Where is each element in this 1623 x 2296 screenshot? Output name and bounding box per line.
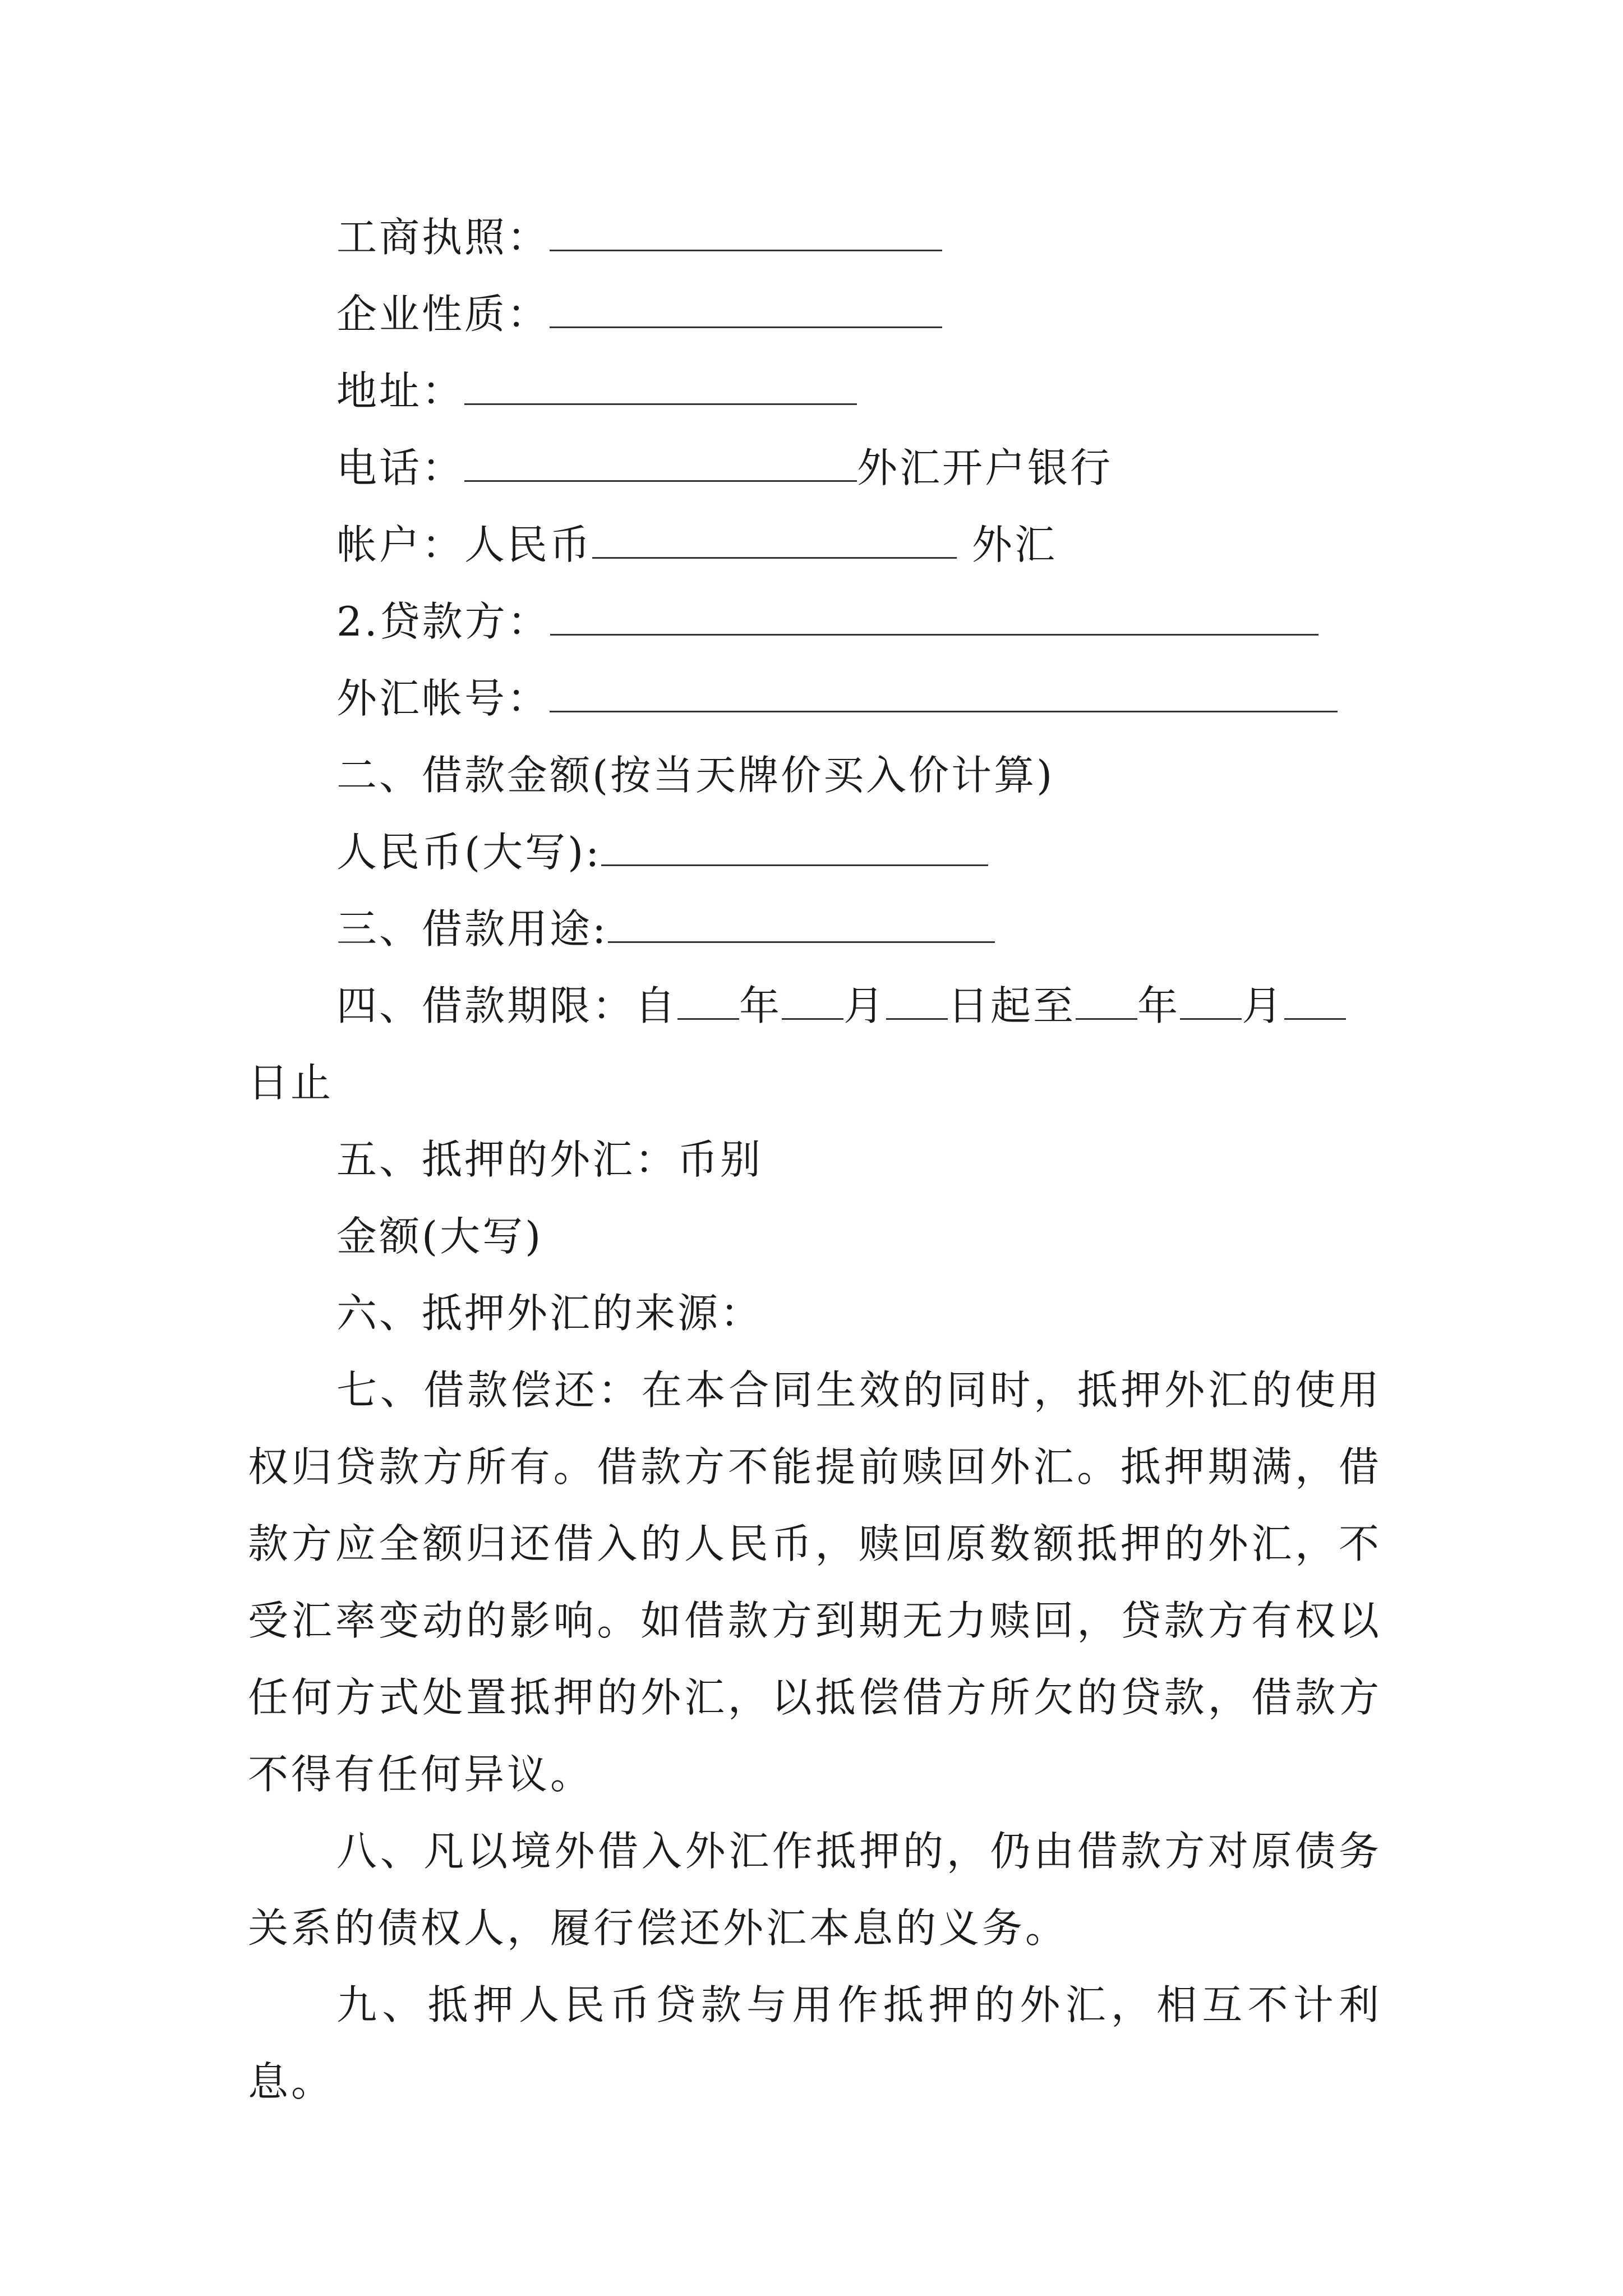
address-label: 地址： bbox=[336, 367, 465, 415]
forex-account-blank bbox=[550, 676, 1338, 712]
business-license-label: 工商执照： bbox=[336, 214, 550, 261]
term-day2-blank bbox=[1284, 983, 1346, 1020]
rmb-upper-blank bbox=[601, 830, 988, 866]
account-forex-label: 外汇 bbox=[957, 521, 1057, 568]
lender-label: 2.贷款方： bbox=[336, 598, 550, 645]
business-license-blank bbox=[550, 215, 942, 251]
term-day-from: 日起至 bbox=[948, 982, 1076, 1029]
address-blank bbox=[464, 369, 857, 405]
lender-line bbox=[248, 583, 1382, 660]
term-month1-blank bbox=[782, 983, 843, 1020]
loan-amount-title: 二、借款金额(按当天牌价买入价计算) bbox=[336, 752, 1055, 799]
enterprise-nature-line bbox=[248, 276, 1382, 353]
term-prefix: 四、借款期限：自 bbox=[336, 982, 678, 1029]
term-day1-blank bbox=[886, 983, 948, 1020]
term-month2-blank bbox=[1180, 983, 1242, 1020]
loan-use-label: 三、借款用途: bbox=[336, 905, 608, 953]
enterprise-nature-blank bbox=[550, 292, 942, 328]
term-year1-blank bbox=[677, 983, 739, 1020]
loan-use-blank bbox=[608, 907, 995, 943]
forex-account-line bbox=[248, 660, 1382, 737]
term-end: 日止 bbox=[248, 1059, 334, 1106]
account-label: 帐户：人民币 bbox=[336, 521, 593, 568]
term-year2: 年 bbox=[1137, 982, 1181, 1029]
forex-bank-label: 外汇开户银行 bbox=[857, 444, 1113, 491]
amount-upper-line: 金额(大写) bbox=[336, 1213, 543, 1260]
term-year1: 年 bbox=[739, 982, 782, 1029]
loan-use-line bbox=[248, 891, 1382, 968]
lender-blank bbox=[550, 599, 1318, 636]
rmb-upper-label: 人民币(大写): bbox=[336, 829, 602, 876]
term-year2-blank bbox=[1076, 983, 1137, 1020]
clause-9-paragraph: 九、抵押人民币贷款与用作抵押的外汇，相互不计利息。 bbox=[248, 1981, 1382, 2105]
address-line bbox=[248, 353, 1382, 430]
phone-line bbox=[248, 430, 1382, 507]
phone-blank bbox=[464, 445, 857, 482]
source-line: 六、抵押外汇的来源： bbox=[336, 1290, 763, 1337]
enterprise-nature-label: 企业性质： bbox=[336, 291, 550, 338]
forex-account-label: 外汇帐号： bbox=[336, 675, 550, 722]
account-rmb-blank bbox=[592, 522, 957, 559]
business-license-line bbox=[248, 199, 1382, 276]
phone-label: 电话： bbox=[336, 444, 465, 491]
term-month2: 月 bbox=[1242, 982, 1285, 1029]
term-line bbox=[248, 968, 1382, 1045]
pledged-forex-line: 五、抵押的外汇：币别 bbox=[336, 1136, 763, 1183]
term-month1: 月 bbox=[843, 982, 887, 1029]
clause-7-paragraph: 七、借款偿还：在本合同生效的同时，抵押外汇的使用权归贷款方所有。借款方不能提前赎回外汇。抵押期满，借款方应全额归还借入的人民币，赎回原数额抵押的外汇，不受汇率变动的影响。如借款方到期无力赎回，贷款方有权以任何方式处置抵押的外汇，以抵偿借方所欠的贷款，借款方不得有任何异议。 bbox=[248, 1366, 1382, 1798]
rmb-upper-line bbox=[248, 814, 1382, 891]
account-line bbox=[248, 507, 1382, 583]
clause-8-paragraph: 八、凡以境外借入外汇作抵押的，仍由借款方对原债务关系的债权人，履行偿还外汇本息的义务。 bbox=[248, 1828, 1382, 1952]
